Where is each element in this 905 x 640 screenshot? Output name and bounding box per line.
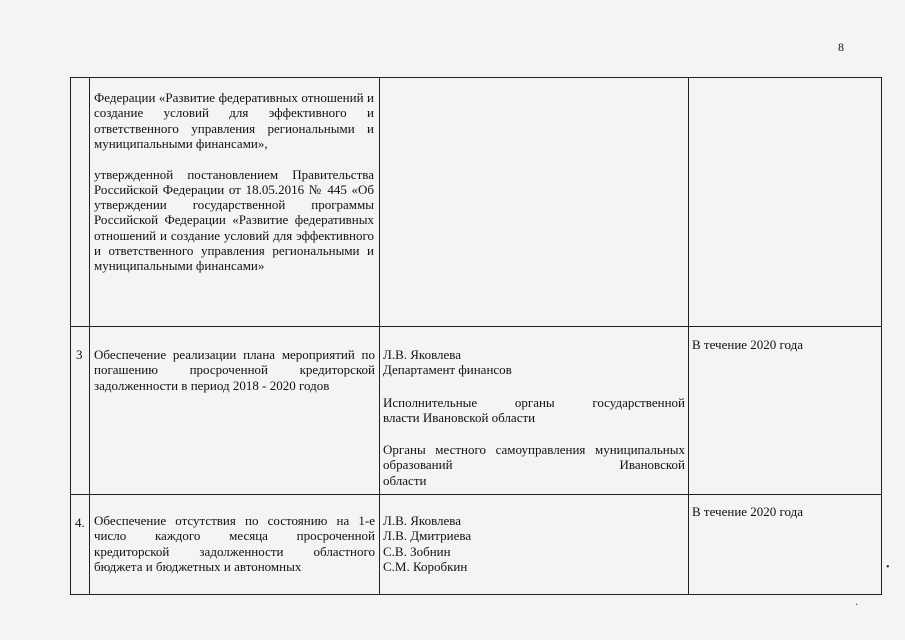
responsible-person: С.М. Коробкин (383, 558, 468, 574)
page-number: 8 (838, 40, 844, 54)
scan-speck: • (886, 562, 890, 573)
row3-responsible (383, 513, 685, 574)
table-rule-right (881, 77, 882, 595)
table-rule-col2 (379, 77, 380, 595)
table-rule-bottom (70, 594, 882, 595)
row3-description: Обеспечение отсутствия по состоянию на 1-е число каждого месяца просроченной кредиторской задолженности областного бюджета и бюджетных и автономных (94, 513, 376, 574)
table-rule-col3 (688, 77, 689, 595)
row2-deadline: В течение 2020 года (692, 337, 804, 352)
row3-number: 4. (75, 515, 85, 530)
responsible-person: Л.В. Яковлева (383, 347, 462, 362)
responsible-person: Л.В. Дмитриева (383, 528, 472, 544)
table-rule-left (70, 77, 71, 595)
row3-deadline: В течение 2020 года (692, 504, 804, 519)
scan-speck: · (855, 600, 859, 611)
row1-description: Федерации «Развитие федеративных отношений и создание условий для эффективного и ответственного управления региональными и муниципальными финансами», (94, 90, 375, 151)
responsible-department: Департамент финансов (383, 362, 512, 378)
row1-description-b: утвержденной постановлением Правительства Российской Федерации от 18.05.2016 № 445 «Об утверждении государственной программы Российской Федерации «Развитие федеративных отношений и создание условий для эффективного и ответственного управления региональными и муниципальными финансами» (94, 166, 375, 274)
table-rule-col1 (89, 77, 90, 595)
table-rule-top (70, 77, 882, 78)
table-rule-row2 (70, 326, 882, 327)
responsible-person: С.В. Зобнин (383, 543, 451, 559)
row2-number: 3 (76, 347, 83, 362)
table-rule-row3 (70, 494, 882, 495)
row2-responsible: Л.В. Яковлева Департамент финансов Исполнительные органы государственной власти Ивановской области Органы местного самоуправления муниципальных образований Ивановской области (383, 347, 685, 488)
responsible-person: Л.В. Яковлева (383, 513, 462, 528)
row2-description: Обеспечение реализации плана мероприятий по погашению просроченной кредиторской задолженности в период 2018 - 2020 годов (94, 347, 375, 393)
document-table (70, 72, 882, 596)
